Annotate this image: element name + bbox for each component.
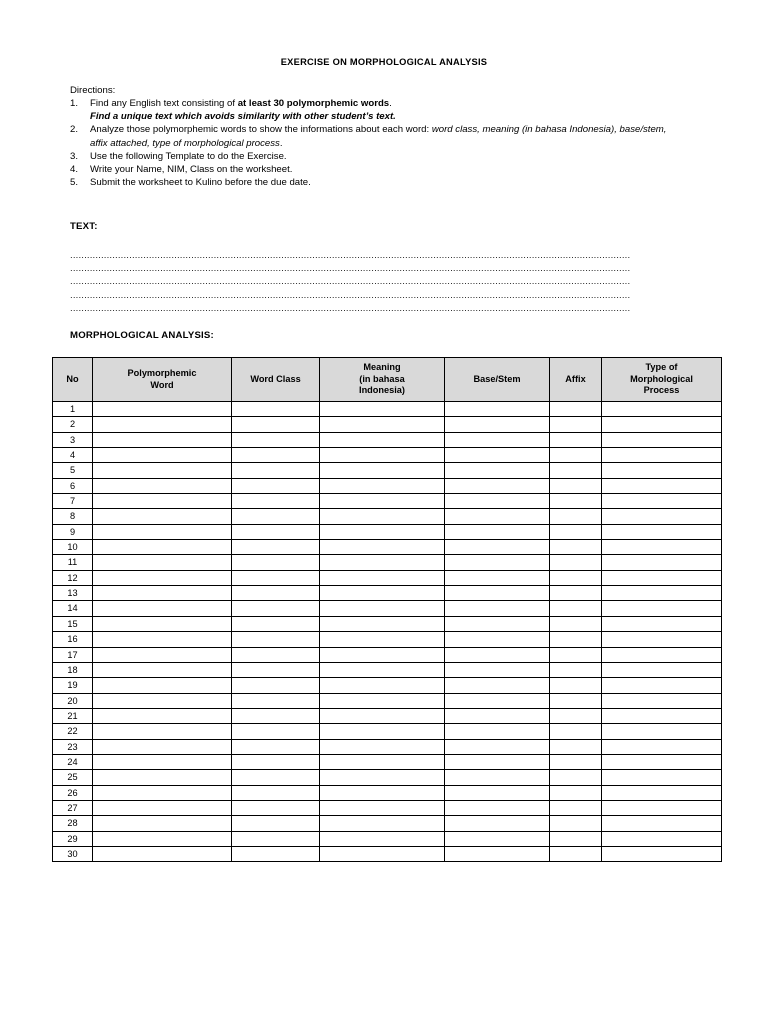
table-cell-meaning[interactable] bbox=[320, 448, 445, 463]
table-cell-meaning[interactable] bbox=[320, 494, 445, 509]
table-cell-row-number: 14 bbox=[53, 601, 93, 616]
table-cell-polymorphemic-word[interactable] bbox=[93, 693, 232, 708]
direction-text-1 bbox=[90, 98, 392, 109]
table-cell-word-class[interactable] bbox=[232, 816, 320, 831]
table-cell-meaning[interactable] bbox=[320, 586, 445, 601]
table-cell-base-stem[interactable] bbox=[445, 417, 550, 432]
table-cell-row-number: 17 bbox=[53, 647, 93, 662]
table-cell-base-stem[interactable] bbox=[445, 432, 550, 447]
table-cell-type-of-process[interactable] bbox=[602, 601, 722, 616]
table-cell-base-stem[interactable] bbox=[445, 678, 550, 693]
table-row bbox=[53, 509, 722, 524]
table-cell-polymorphemic-word[interactable] bbox=[93, 509, 232, 524]
direction-text-1-part-c: . bbox=[389, 98, 392, 109]
table-row bbox=[53, 432, 722, 447]
table-cell-meaning[interactable] bbox=[320, 509, 445, 524]
table-row bbox=[53, 800, 722, 815]
direction-text-2-part-c: . bbox=[279, 137, 283, 149]
table-column-header-line: Polymorphemic bbox=[127, 368, 197, 379]
table-cell-word-class[interactable] bbox=[232, 478, 320, 493]
table-row bbox=[53, 417, 722, 432]
table-cell-base-stem[interactable] bbox=[445, 478, 550, 493]
table-cell-row-number: 5 bbox=[53, 463, 93, 478]
table-row bbox=[53, 754, 722, 769]
table-cell-word-class[interactable] bbox=[232, 540, 320, 555]
table-column-header-line: No bbox=[66, 373, 79, 384]
table-cell-polymorphemic-word[interactable] bbox=[93, 478, 232, 493]
table-cell-meaning[interactable] bbox=[320, 524, 445, 539]
table-column-header bbox=[445, 358, 550, 402]
table-cell-polymorphemic-word[interactable] bbox=[93, 632, 232, 647]
table-cell-meaning[interactable] bbox=[320, 417, 445, 432]
table-cell-polymorphemic-word[interactable] bbox=[93, 402, 232, 417]
table-cell-row-number: 12 bbox=[53, 570, 93, 585]
table-cell-meaning[interactable] bbox=[320, 647, 445, 662]
table-cell-word-class[interactable] bbox=[232, 524, 320, 539]
table-column-header-line: Process bbox=[643, 385, 680, 396]
table-cell-polymorphemic-word[interactable] bbox=[93, 800, 232, 815]
table-cell-affix[interactable] bbox=[550, 494, 602, 509]
table-cell-type-of-process[interactable] bbox=[602, 448, 722, 463]
table-cell-type-of-process[interactable] bbox=[602, 739, 722, 754]
direction-subtext-1: Find a unique text which avoids similarity with other student’s text. bbox=[90, 111, 396, 123]
table-cell-affix[interactable] bbox=[550, 770, 602, 785]
table-cell-type-of-process[interactable] bbox=[602, 524, 722, 539]
table-cell-row-number: 1 bbox=[53, 402, 93, 417]
direction-text-2-part-b: word class, meaning (in bahasa Indonesia), base/stem, affix attached, type of morphological process bbox=[90, 124, 667, 149]
table-cell-affix[interactable] bbox=[550, 540, 602, 555]
table-column-header bbox=[550, 358, 602, 402]
table-cell-polymorphemic-word[interactable] bbox=[93, 708, 232, 723]
table-column-header-line: Meaning bbox=[363, 362, 401, 373]
table-cell-polymorphemic-word[interactable] bbox=[93, 494, 232, 509]
table-row bbox=[53, 647, 722, 662]
table-row bbox=[53, 494, 722, 509]
table-row bbox=[53, 555, 722, 570]
table-row bbox=[53, 724, 722, 739]
table-cell-row-number: 18 bbox=[53, 662, 93, 677]
table-cell-row-number: 30 bbox=[53, 846, 93, 861]
table-cell-affix[interactable] bbox=[550, 647, 602, 662]
table-cell-polymorphemic-word[interactable] bbox=[93, 586, 232, 601]
table-column-header bbox=[53, 358, 93, 402]
table-cell-base-stem[interactable] bbox=[445, 448, 550, 463]
table-row bbox=[53, 846, 722, 861]
table-cell-row-number: 3 bbox=[53, 432, 93, 447]
table-cell-row-number: 7 bbox=[53, 494, 93, 509]
table-cell-type-of-process[interactable] bbox=[602, 754, 722, 769]
table-cell-row-number: 11 bbox=[53, 555, 93, 570]
table-cell-word-class[interactable] bbox=[232, 448, 320, 463]
table-row bbox=[53, 570, 722, 585]
table-cell-meaning[interactable] bbox=[320, 662, 445, 677]
table-cell-affix[interactable] bbox=[550, 463, 602, 478]
table-cell-meaning[interactable] bbox=[320, 616, 445, 631]
table-cell-affix[interactable] bbox=[550, 570, 602, 585]
table-cell-affix[interactable] bbox=[550, 831, 602, 846]
table-cell-word-class[interactable] bbox=[232, 494, 320, 509]
table-cell-type-of-process[interactable] bbox=[602, 831, 722, 846]
table-cell-type-of-process[interactable] bbox=[602, 785, 722, 800]
table-cell-word-class[interactable] bbox=[232, 770, 320, 785]
table-cell-affix[interactable] bbox=[550, 555, 602, 570]
table-cell-base-stem[interactable] bbox=[445, 586, 550, 601]
table-cell-row-number: 21 bbox=[53, 708, 93, 723]
table-cell-row-number: 29 bbox=[53, 831, 93, 846]
direction-item-4 bbox=[70, 163, 682, 176]
table-cell-type-of-process[interactable] bbox=[602, 846, 722, 861]
text-answer-line: ....................................................................................................................................................................................................... bbox=[70, 289, 631, 301]
table-cell-type-of-process[interactable] bbox=[602, 647, 722, 662]
direction-item-5 bbox=[70, 176, 682, 189]
table-cell-row-number: 25 bbox=[53, 770, 93, 785]
table-cell-base-stem[interactable] bbox=[445, 739, 550, 754]
table-column-header-line: Affix bbox=[565, 373, 586, 384]
table-cell-row-number: 26 bbox=[53, 785, 93, 800]
table-cell-type-of-process[interactable] bbox=[602, 555, 722, 570]
table-column-header-line: (in bahasa bbox=[359, 373, 405, 384]
table-cell-affix[interactable] bbox=[550, 800, 602, 815]
table-cell-meaning[interactable] bbox=[320, 432, 445, 447]
table-cell-word-class[interactable] bbox=[232, 739, 320, 754]
table-row bbox=[53, 616, 722, 631]
table-cell-affix[interactable] bbox=[550, 586, 602, 601]
table-cell-meaning[interactable] bbox=[320, 570, 445, 585]
table-cell-affix[interactable] bbox=[550, 662, 602, 677]
table-cell-base-stem[interactable] bbox=[445, 494, 550, 509]
table-row bbox=[53, 785, 722, 800]
table-cell-affix[interactable] bbox=[550, 708, 602, 723]
table-cell-word-class[interactable] bbox=[232, 754, 320, 769]
table-cell-meaning[interactable] bbox=[320, 601, 445, 616]
table-cell-meaning[interactable] bbox=[320, 478, 445, 493]
table-cell-polymorphemic-word[interactable] bbox=[93, 816, 232, 831]
table-cell-affix[interactable] bbox=[550, 678, 602, 693]
table-cell-row-number: 19 bbox=[53, 678, 93, 693]
table-cell-type-of-process[interactable] bbox=[602, 616, 722, 631]
table-cell-type-of-process[interactable] bbox=[602, 586, 722, 601]
table-cell-affix[interactable] bbox=[550, 402, 602, 417]
table-row bbox=[53, 586, 722, 601]
table-cell-base-stem[interactable] bbox=[445, 647, 550, 662]
direction-number-3: 3. bbox=[70, 150, 79, 162]
table-row bbox=[53, 402, 722, 417]
table-cell-polymorphemic-word[interactable] bbox=[93, 616, 232, 631]
table-cell-word-class[interactable] bbox=[232, 555, 320, 570]
table-cell-affix[interactable] bbox=[550, 601, 602, 616]
table-cell-word-class[interactable] bbox=[232, 693, 320, 708]
table-cell-affix[interactable] bbox=[550, 846, 602, 861]
table-row bbox=[53, 524, 722, 539]
table-row bbox=[53, 448, 722, 463]
table-cell-base-stem[interactable] bbox=[445, 601, 550, 616]
table-cell-base-stem[interactable] bbox=[445, 662, 550, 677]
table-cell-base-stem[interactable] bbox=[445, 846, 550, 861]
table-cell-type-of-process[interactable] bbox=[602, 509, 722, 524]
table-cell-base-stem[interactable] bbox=[445, 570, 550, 585]
table-cell-affix[interactable] bbox=[550, 739, 602, 754]
table-cell-meaning[interactable] bbox=[320, 831, 445, 846]
table-cell-polymorphemic-word[interactable] bbox=[93, 647, 232, 662]
table-cell-type-of-process[interactable] bbox=[602, 693, 722, 708]
table-cell-word-class[interactable] bbox=[232, 708, 320, 723]
page-title: EXERCISE ON MORPHOLOGICAL ANALYSIS bbox=[280, 57, 488, 67]
table-cell-row-number: 24 bbox=[53, 754, 93, 769]
table-cell-type-of-process[interactable] bbox=[602, 800, 722, 815]
table-cell-word-class[interactable] bbox=[232, 417, 320, 432]
table-row bbox=[53, 678, 722, 693]
table-row bbox=[53, 770, 722, 785]
table-row bbox=[53, 662, 722, 677]
table-cell-base-stem[interactable] bbox=[445, 770, 550, 785]
table-row bbox=[53, 463, 722, 478]
table-cell-affix[interactable] bbox=[550, 509, 602, 524]
table-cell-word-class[interactable] bbox=[232, 586, 320, 601]
table-cell-affix[interactable] bbox=[550, 785, 602, 800]
table-cell-meaning[interactable] bbox=[320, 846, 445, 861]
table-cell-meaning[interactable] bbox=[320, 402, 445, 417]
table-cell-base-stem[interactable] bbox=[445, 800, 550, 815]
table-cell-row-number: 6 bbox=[53, 478, 93, 493]
table-row bbox=[53, 478, 722, 493]
table-cell-row-number: 15 bbox=[53, 616, 93, 631]
table-row bbox=[53, 739, 722, 754]
table-column-header-line: Morphological bbox=[630, 373, 693, 384]
table-row bbox=[53, 693, 722, 708]
direction-number-1: 1. bbox=[70, 98, 79, 109]
table-cell-meaning[interactable] bbox=[320, 632, 445, 647]
table-cell-affix[interactable] bbox=[550, 478, 602, 493]
table-cell-meaning[interactable] bbox=[320, 739, 445, 754]
direction-text-4: Write your Name, NIM, Class on the worksheet. bbox=[90, 164, 293, 176]
table-cell-meaning[interactable] bbox=[320, 770, 445, 785]
table-cell-row-number: 4 bbox=[53, 448, 93, 463]
table-cell-polymorphemic-word[interactable] bbox=[93, 570, 232, 585]
directions-list bbox=[70, 97, 682, 189]
direction-item-3 bbox=[70, 150, 682, 163]
table-cell-polymorphemic-word[interactable] bbox=[93, 448, 232, 463]
table-cell-row-number: 27 bbox=[53, 800, 93, 815]
table-row bbox=[53, 601, 722, 616]
direction-number-4: 4. bbox=[70, 164, 79, 176]
table-header-row bbox=[53, 358, 722, 402]
table-cell-meaning[interactable] bbox=[320, 754, 445, 769]
table-row bbox=[53, 632, 722, 647]
table-column-header-line: Indonesia) bbox=[359, 385, 405, 396]
table-column-header bbox=[602, 358, 722, 402]
table-cell-word-class[interactable] bbox=[232, 831, 320, 846]
table-row bbox=[53, 708, 722, 723]
table-cell-type-of-process[interactable] bbox=[602, 678, 722, 693]
table-cell-affix[interactable] bbox=[550, 693, 602, 708]
table-cell-polymorphemic-word[interactable] bbox=[93, 846, 232, 861]
table-cell-polymorphemic-word[interactable] bbox=[93, 739, 232, 754]
table-cell-base-stem[interactable] bbox=[445, 724, 550, 739]
table-cell-polymorphemic-word[interactable] bbox=[93, 601, 232, 616]
table-row bbox=[53, 540, 722, 555]
table-cell-type-of-process[interactable] bbox=[602, 432, 722, 447]
table-cell-polymorphemic-word[interactable] bbox=[93, 463, 232, 478]
table-cell-base-stem[interactable] bbox=[445, 402, 550, 417]
direction-text-1-part-a: Find any English text consisting of bbox=[90, 98, 238, 109]
table-cell-meaning[interactable] bbox=[320, 724, 445, 739]
table-cell-type-of-process[interactable] bbox=[602, 494, 722, 509]
table-cell-type-of-process[interactable] bbox=[602, 708, 722, 723]
table-cell-type-of-process[interactable] bbox=[602, 816, 722, 831]
table-cell-row-number: 9 bbox=[53, 524, 93, 539]
table-cell-type-of-process[interactable] bbox=[602, 770, 722, 785]
table-cell-meaning[interactable] bbox=[320, 785, 445, 800]
table-column-header-line: Base/Stem bbox=[473, 373, 521, 384]
table-cell-row-number: 28 bbox=[53, 816, 93, 831]
table-cell-polymorphemic-word[interactable] bbox=[93, 432, 232, 447]
table-cell-row-number: 2 bbox=[53, 417, 93, 432]
table-column-header bbox=[320, 358, 445, 402]
table-cell-affix[interactable] bbox=[550, 432, 602, 447]
table-cell-affix[interactable] bbox=[550, 816, 602, 831]
text-answer-line: ....................................................................................................................................................................................................... bbox=[70, 250, 631, 261]
table-cell-row-number: 22 bbox=[53, 724, 93, 739]
table-cell-polymorphemic-word[interactable] bbox=[93, 555, 232, 570]
table-cell-row-number: 10 bbox=[53, 540, 93, 555]
table-cell-base-stem[interactable] bbox=[445, 555, 550, 570]
table-cell-word-class[interactable] bbox=[232, 402, 320, 417]
morphological-analysis-table-wrapper bbox=[52, 357, 721, 862]
table-cell-word-class[interactable] bbox=[232, 509, 320, 524]
table-cell-row-number: 23 bbox=[53, 739, 93, 754]
direction-text-2-part-a: Analyze those polymorphemic words to show the informations about each word: bbox=[90, 124, 432, 136]
table-cell-type-of-process[interactable] bbox=[602, 402, 722, 417]
table-cell-base-stem[interactable] bbox=[445, 540, 550, 555]
table-cell-word-class[interactable] bbox=[232, 616, 320, 631]
text-answer-line: ....................................................................................................................................................................................................... bbox=[70, 263, 631, 275]
table-cell-base-stem[interactable] bbox=[445, 632, 550, 647]
table-cell-type-of-process[interactable] bbox=[602, 417, 722, 432]
table-cell-base-stem[interactable] bbox=[445, 616, 550, 631]
table-cell-polymorphemic-word[interactable] bbox=[93, 417, 232, 432]
table-cell-word-class[interactable] bbox=[232, 800, 320, 815]
table-cell-polymorphemic-word[interactable] bbox=[93, 785, 232, 800]
table-cell-polymorphemic-word[interactable] bbox=[93, 754, 232, 769]
direction-number-2: 2. bbox=[70, 124, 79, 136]
table-cell-row-number: 8 bbox=[53, 509, 93, 524]
table-cell-meaning[interactable] bbox=[320, 708, 445, 723]
table-cell-row-number: 13 bbox=[53, 586, 93, 601]
table-column-header-line: Word Class bbox=[250, 373, 301, 384]
table-cell-word-class[interactable] bbox=[232, 724, 320, 739]
table-cell-polymorphemic-word[interactable] bbox=[93, 724, 232, 739]
table-cell-type-of-process[interactable] bbox=[602, 724, 722, 739]
table-cell-polymorphemic-word[interactable] bbox=[93, 678, 232, 693]
direction-item-1 bbox=[70, 97, 682, 123]
table-cell-polymorphemic-word[interactable] bbox=[93, 831, 232, 846]
table-row bbox=[53, 816, 722, 831]
table-header bbox=[53, 358, 722, 402]
direction-text-3: Use the following Template to do the Exercise. bbox=[90, 150, 287, 162]
table-cell-base-stem[interactable] bbox=[445, 524, 550, 539]
table-cell-affix[interactable] bbox=[550, 616, 602, 631]
table-cell-affix[interactable] bbox=[550, 754, 602, 769]
table-cell-base-stem[interactable] bbox=[445, 463, 550, 478]
table-cell-word-class[interactable] bbox=[232, 632, 320, 647]
table-cell-meaning[interactable] bbox=[320, 816, 445, 831]
table-cell-base-stem[interactable] bbox=[445, 693, 550, 708]
morphological-analysis-table bbox=[52, 357, 722, 862]
table-cell-polymorphemic-word[interactable] bbox=[93, 540, 232, 555]
table-column-header-line: Word bbox=[150, 379, 174, 390]
table-cell-affix[interactable] bbox=[550, 724, 602, 739]
table-cell-word-class[interactable] bbox=[232, 570, 320, 585]
table-cell-base-stem[interactable] bbox=[445, 754, 550, 769]
text-section-label: TEXT: bbox=[70, 221, 98, 232]
table-cell-affix[interactable] bbox=[550, 417, 602, 432]
table-column-header bbox=[93, 358, 232, 402]
table-row bbox=[53, 831, 722, 846]
table-cell-word-class[interactable] bbox=[232, 601, 320, 616]
direction-number-5: 5. bbox=[70, 177, 79, 189]
direction-item-2 bbox=[70, 123, 682, 149]
table-cell-affix[interactable] bbox=[550, 448, 602, 463]
table-cell-meaning[interactable] bbox=[320, 678, 445, 693]
text-answer-line: ....................................................................................................................................................................................................... bbox=[70, 276, 631, 288]
text-answer-lines bbox=[70, 249, 664, 315]
table-cell-type-of-process[interactable] bbox=[602, 540, 722, 555]
table-body bbox=[53, 402, 722, 862]
table-cell-word-class[interactable] bbox=[232, 463, 320, 478]
table-cell-word-class[interactable] bbox=[232, 647, 320, 662]
table-cell-meaning[interactable] bbox=[320, 800, 445, 815]
table-cell-word-class[interactable] bbox=[232, 678, 320, 693]
table-cell-type-of-process[interactable] bbox=[602, 632, 722, 647]
table-cell-base-stem[interactable] bbox=[445, 816, 550, 831]
table-cell-type-of-process[interactable] bbox=[602, 478, 722, 493]
table-cell-base-stem[interactable] bbox=[445, 509, 550, 524]
table-cell-polymorphemic-word[interactable] bbox=[93, 524, 232, 539]
table-cell-word-class[interactable] bbox=[232, 432, 320, 447]
table-cell-affix[interactable] bbox=[550, 632, 602, 647]
table-cell-word-class[interactable] bbox=[232, 846, 320, 861]
table-cell-base-stem[interactable] bbox=[445, 785, 550, 800]
table-cell-meaning[interactable] bbox=[320, 693, 445, 708]
analysis-section-label: MORPHOLOGICAL ANALYSIS: bbox=[70, 330, 214, 341]
table-cell-meaning[interactable] bbox=[320, 555, 445, 570]
table-cell-base-stem[interactable] bbox=[445, 708, 550, 723]
text-answer-line: ....................................................................................................................................................................................................... bbox=[70, 302, 631, 314]
directions-label: Directions: bbox=[70, 85, 116, 96]
table-cell-type-of-process[interactable] bbox=[602, 463, 722, 478]
table-cell-row-number: 20 bbox=[53, 693, 93, 708]
table-cell-row-number: 16 bbox=[53, 632, 93, 647]
table-cell-type-of-process[interactable] bbox=[602, 570, 722, 585]
table-cell-word-class[interactable] bbox=[232, 785, 320, 800]
direction-text-1-part-b: at least 30 polymorphemic words bbox=[237, 98, 390, 109]
table-cell-base-stem[interactable] bbox=[445, 831, 550, 846]
table-cell-word-class[interactable] bbox=[232, 662, 320, 677]
table-cell-affix[interactable] bbox=[550, 524, 602, 539]
table-cell-polymorphemic-word[interactable] bbox=[93, 770, 232, 785]
direction-text-2 bbox=[90, 124, 666, 148]
table-cell-meaning[interactable] bbox=[320, 463, 445, 478]
table-cell-meaning[interactable] bbox=[320, 540, 445, 555]
table-column-header bbox=[232, 358, 320, 402]
table-cell-polymorphemic-word[interactable] bbox=[93, 662, 232, 677]
direction-text-5: Submit the worksheet to Kulino before the due date. bbox=[90, 177, 311, 189]
table-cell-type-of-process[interactable] bbox=[602, 662, 722, 677]
table-column-header-line: Type of bbox=[645, 362, 678, 373]
